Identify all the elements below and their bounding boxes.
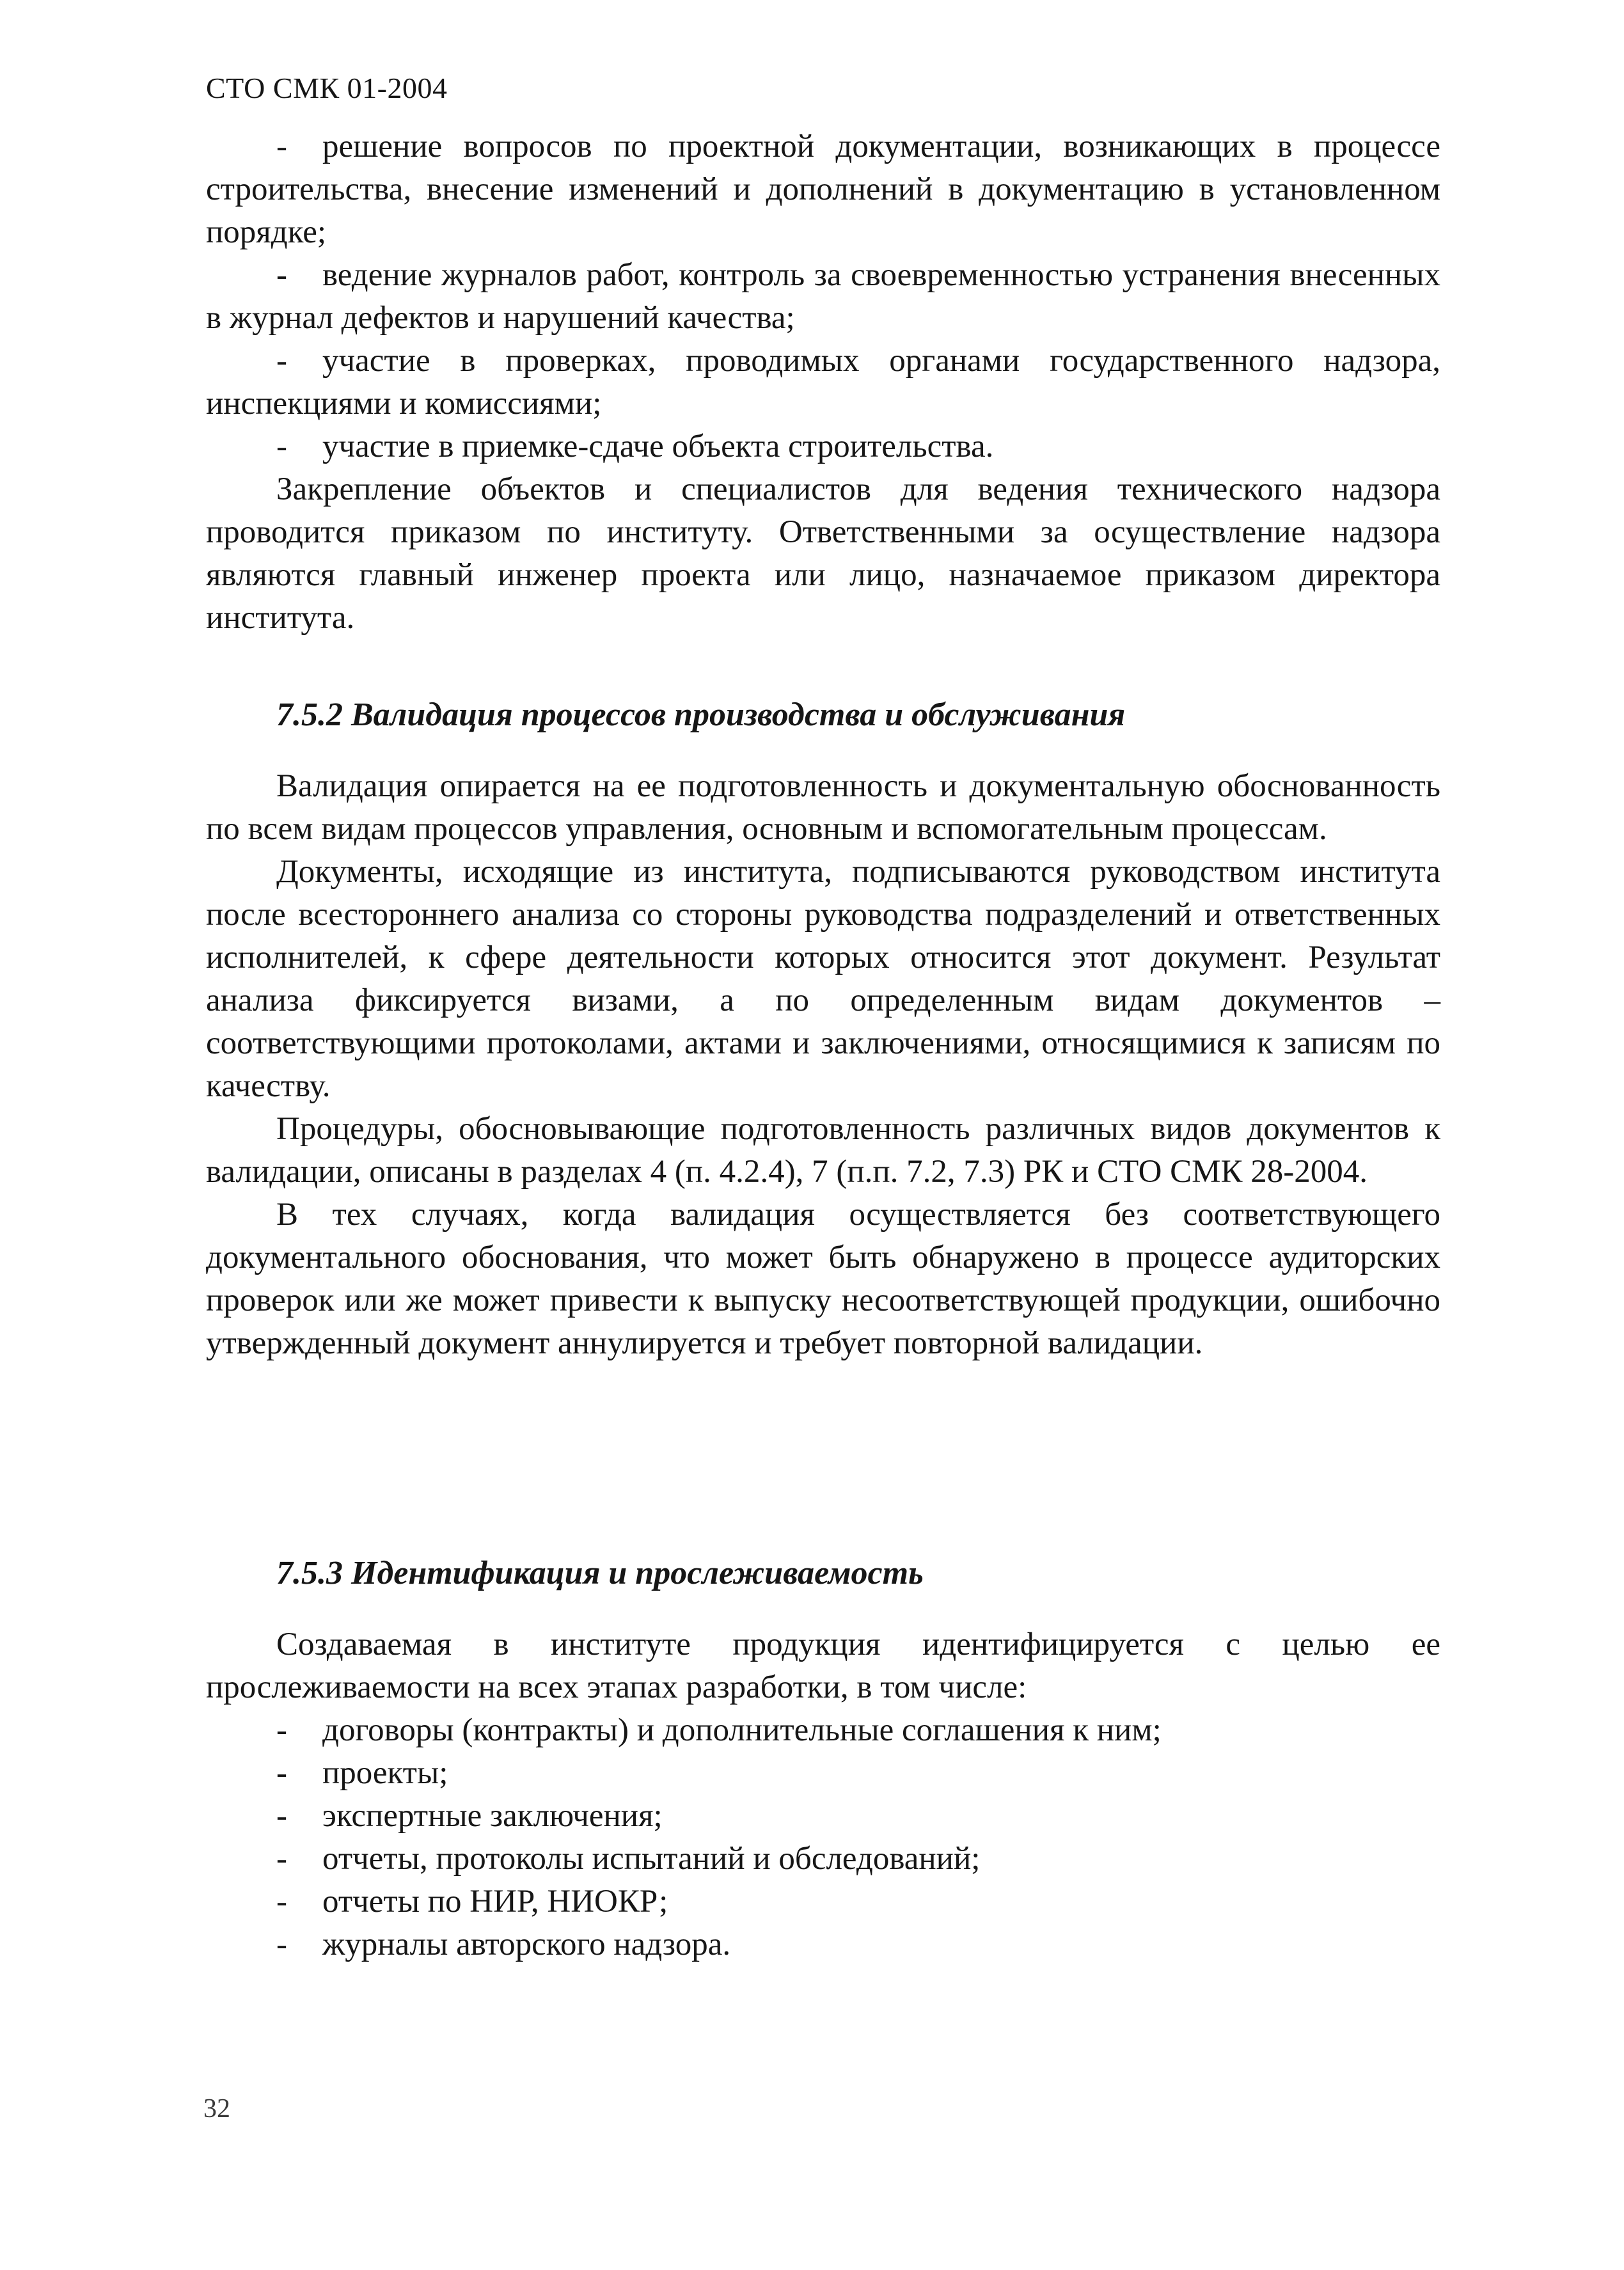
paragraph: Процедуры, обосновывающие подготовленность различных видов документов к валидации, описаны в разделах 4 (п. 4.2.4), 7 (п.п. 7.2, 7.3) РК и СТО СМК 28-2004. xyxy=(206,1111,1440,1190)
list-dash: - xyxy=(276,257,287,293)
list-dash: - xyxy=(276,343,287,379)
list-dash: - xyxy=(276,1841,287,1877)
list-item-text: отчеты, протоколы испытаний и обследований; xyxy=(322,1841,981,1877)
list-item xyxy=(206,340,1440,425)
list-item-text: участие в проверках, проводимых органами государственного надзора, инспекциями и комиссиями; xyxy=(206,343,1440,422)
list-dash: - xyxy=(276,1755,287,1791)
list-item-text: ведение журналов работ, контроль за своевременностью устранения внесенных в журнал дефектов и нарушений качества; xyxy=(206,257,1440,336)
document-code-header: СТО СМК 01-2004 xyxy=(206,72,448,104)
list-dash: - xyxy=(276,1798,287,1834)
list-item-text: проекты; xyxy=(322,1755,448,1791)
section-7-5-2-text xyxy=(206,765,1440,1365)
list-item xyxy=(276,1709,1440,1752)
list-item-text: договоры (контракты) и дополнительные соглашения к ним; xyxy=(322,1712,1162,1748)
list-dash: - xyxy=(276,1884,287,1919)
section-7-5-3-list xyxy=(276,1709,1440,1966)
list-item xyxy=(206,425,1440,468)
paragraph: Создаваемая в институте продукция идентифицируется с целью ее прослеживаемости на всех этапах разработки, в том числе: xyxy=(206,1627,1440,1705)
list-item xyxy=(276,1752,1440,1795)
list-dash: - xyxy=(276,1712,287,1748)
list-item-text: журналы авторского надзора. xyxy=(322,1927,731,1962)
list-item xyxy=(206,125,1440,254)
paragraph: Валидация опирается на ее подготовленность и документальную обоснованность по всем видам процессов управления, основным и вспомогательным процессам. xyxy=(206,768,1440,847)
list-item xyxy=(276,1795,1440,1838)
page-number: 32 xyxy=(203,2094,230,2124)
section-heading-7-5-2: 7.5.2 Валидация процессов производства и обслуживания xyxy=(276,697,1126,733)
list-item-text: экспертные заключения; xyxy=(322,1798,663,1834)
list-dash: - xyxy=(276,129,287,164)
list-item xyxy=(276,1880,1440,1923)
list-item xyxy=(276,1923,1440,1966)
list-item-text: решение вопросов по проектной документации, возникающих в процессе строительства, внесение изменений и дополнений в документацию в установленном порядке; xyxy=(206,129,1440,250)
section-7-5-3-intro xyxy=(206,1623,1440,1709)
section-heading-7-5-3: 7.5.3 Идентификация и прослеживаемость xyxy=(276,1555,924,1591)
section-a-text xyxy=(206,125,1440,640)
list-dash: - xyxy=(276,1927,287,1962)
list-item xyxy=(206,254,1440,340)
paragraph: Документы, исходящие из института, подписываются руководством института после всестороннего анализа со стороны руководства подразделений и ответственных исполнителей, к сфере деятельности которых относится этот документ. Результат анализа фиксируется визами, а по определенным видам документов – соответствующими протоколами, актами и заключениями, относящимися к записям по качеству. xyxy=(206,854,1440,1104)
list-item-text: отчеты по НИР, НИОКР; xyxy=(322,1884,668,1919)
closing-paragraph: Закрепление объектов и специалистов для ведения технического надзора проводится приказом по институту. Ответственными за осуществление надзора являются главный инженер проекта или лицо, назначаемое приказом директора института. xyxy=(206,471,1440,636)
list-dash: - xyxy=(276,429,287,464)
list-item-text: участие в приемке-сдаче объекта строительства. xyxy=(322,429,994,464)
list-item xyxy=(276,1838,1440,1880)
paragraph: В тех случаях, когда валидация осуществляется без соответствующего документального обоснования, что может быть обнаружено в процессе аудиторских проверок или же может привести к выпуску несоответствующей продукции, ошибочно утвержденный документ аннулируется и требует повторной валидации. xyxy=(206,1197,1440,1361)
